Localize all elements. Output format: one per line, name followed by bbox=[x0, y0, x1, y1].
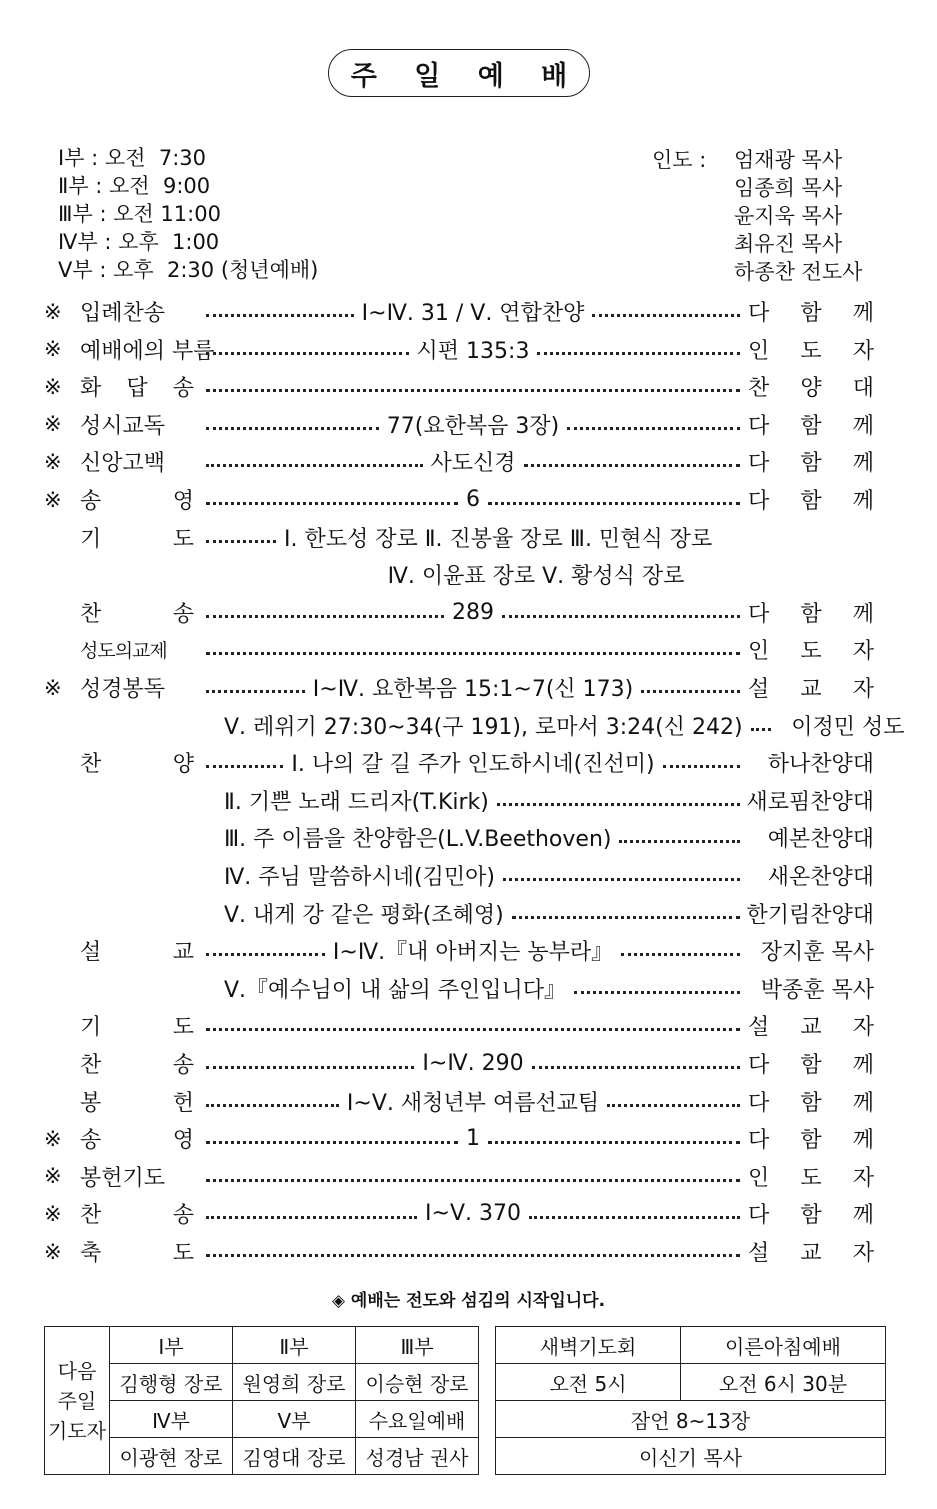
leader-dots bbox=[206, 502, 458, 505]
order-item bbox=[44, 519, 874, 556]
table-cell: 이신기 목사 bbox=[496, 1438, 886, 1475]
leader-name: 윤지욱 목사 bbox=[734, 204, 843, 228]
order-item-detail: 77(요한복음 3장) bbox=[386, 413, 560, 439]
order-item-detail: Ⅰ. 한도성 장로 Ⅱ. 진봉율 장로 Ⅲ. 민현식 장로 bbox=[284, 526, 713, 552]
leader-dots bbox=[206, 1104, 339, 1107]
leader-dots bbox=[206, 1254, 740, 1257]
order-item-name: 송 영 bbox=[80, 489, 194, 514]
schedule-row: Ⅱ부 : 오전 9:00 bbox=[58, 174, 211, 198]
order-item-leader: 인 도 자 bbox=[748, 338, 874, 364]
leader-dots bbox=[502, 615, 740, 618]
leader-dots bbox=[206, 765, 283, 768]
leader-dots bbox=[206, 314, 354, 317]
order-item bbox=[44, 1120, 874, 1157]
leaders-list bbox=[652, 146, 862, 286]
order-item-detail: Ⅰ. 나의 갈 길 주가 인도하시네(진선미) bbox=[291, 752, 655, 778]
order-item-name: 찬 양 bbox=[80, 752, 194, 778]
order-item bbox=[44, 443, 874, 480]
table-header: 새벽기도회 bbox=[496, 1327, 681, 1364]
order-item-name: 기 도 bbox=[80, 526, 194, 552]
leader-dots bbox=[488, 1141, 740, 1144]
table-header: Ⅲ부 bbox=[356, 1327, 479, 1364]
leader-dots bbox=[503, 878, 740, 881]
order-item bbox=[44, 1007, 874, 1044]
order-item-leader: 다 함 께 bbox=[748, 451, 874, 477]
order-item-name: 기 도 bbox=[80, 1015, 194, 1041]
order-item-name: 찬 송 bbox=[80, 601, 194, 627]
table-cell: 잠언 8~13장 bbox=[496, 1401, 886, 1438]
order-item-detail: 1 bbox=[466, 1126, 480, 1152]
table-cell: 성경남 권사 bbox=[356, 1438, 479, 1475]
order-item-detail: 사도신경 bbox=[430, 451, 516, 477]
service-schedule bbox=[58, 144, 318, 284]
order-item-name: 신앙고백 bbox=[80, 451, 166, 477]
order-item-leader: 인 도 자 bbox=[748, 639, 874, 665]
table-cell: 김영대 장로 bbox=[233, 1438, 356, 1475]
order-item bbox=[44, 669, 874, 706]
schedule-row: Ⅲ부 : 오전 11:00 bbox=[58, 202, 221, 226]
order-item-name: 입례찬송 bbox=[80, 301, 166, 326]
order-item-detail: 289 bbox=[452, 599, 494, 625]
table-cell: 오전 6시 30분 bbox=[681, 1364, 886, 1401]
next-prayers-label: 다음 주일 기도자 bbox=[45, 1327, 110, 1475]
order-item bbox=[44, 293, 874, 330]
leader-dots bbox=[751, 728, 771, 731]
order-item bbox=[44, 594, 874, 631]
leader-name: 최유진 목사 bbox=[734, 232, 843, 256]
order-item bbox=[44, 895, 874, 932]
order-item-detail: 6 bbox=[466, 487, 480, 512]
order-item-detail: Ⅴ.『예수님이 내 삶의 주인입니다』 bbox=[224, 977, 567, 1003]
table-cell: 김행형 장로 bbox=[110, 1364, 233, 1401]
order-item bbox=[44, 1045, 874, 1082]
order-item bbox=[44, 932, 874, 969]
leader-dots bbox=[206, 690, 305, 693]
leader-dots bbox=[206, 464, 423, 467]
order-item-name: 예배에의 부름 bbox=[80, 338, 215, 364]
standing-mark: ※ bbox=[44, 1239, 62, 1264]
table-header: Ⅱ부 bbox=[233, 1327, 356, 1364]
table-header: Ⅰ부 bbox=[110, 1327, 233, 1364]
standing-mark: ※ bbox=[44, 1164, 62, 1189]
table-cell: 이광현 장로 bbox=[110, 1438, 233, 1475]
schedule-row: Ⅰ부 : 오전 7:30 bbox=[58, 146, 206, 170]
order-item-leader: 설 교 자 bbox=[748, 677, 874, 702]
leader-dots bbox=[488, 502, 740, 505]
table-header: Ⅳ부 bbox=[110, 1401, 233, 1438]
leader-dots bbox=[206, 352, 409, 355]
order-item-detail: Ⅰ~Ⅴ. 새청년부 여름선교팀 bbox=[346, 1090, 600, 1116]
order-item-name: 축 도 bbox=[80, 1241, 194, 1266]
order-item-name: 봉 헌 bbox=[80, 1090, 194, 1116]
order-item-detail: Ⅳ. 주님 말씀하시네(김민아) bbox=[224, 865, 495, 890]
order-item-leader: 이정민 성도 bbox=[791, 714, 905, 740]
leader-dots bbox=[497, 803, 740, 806]
order-item bbox=[44, 331, 874, 368]
leader-dots bbox=[206, 1216, 417, 1219]
standing-mark: ※ bbox=[44, 337, 62, 362]
standing-mark: ※ bbox=[44, 487, 62, 512]
leader-name: 하종찬 전도사 bbox=[734, 260, 863, 284]
leader-dots bbox=[663, 765, 740, 768]
order-item-detail: Ⅱ. 기쁜 노래 드리자(T.Kirk) bbox=[224, 789, 489, 815]
order-item bbox=[44, 819, 874, 856]
order-item-detail: Ⅲ. 주 이름을 찬양함은(L.V.Beethoven) bbox=[224, 827, 612, 853]
leader-dots bbox=[592, 314, 740, 317]
leader-dots bbox=[641, 690, 740, 693]
order-item-name: 설 교 bbox=[80, 940, 194, 966]
standing-mark: ※ bbox=[44, 299, 62, 324]
order-item-leader: 다 함 께 bbox=[748, 1090, 874, 1116]
order-item bbox=[44, 1158, 874, 1195]
leader-dots bbox=[532, 1066, 740, 1069]
leader-dots bbox=[621, 953, 740, 956]
leader-dots bbox=[206, 1141, 458, 1144]
order-item-name: 찬 송 bbox=[80, 1203, 194, 1229]
order-item bbox=[44, 1195, 874, 1232]
leader-dots bbox=[206, 652, 740, 655]
leader-dots bbox=[512, 916, 740, 919]
order-item-leader: 설 교 자 bbox=[748, 1015, 874, 1041]
leaders-label: 인도 : bbox=[652, 148, 707, 172]
order-item-name: 찬 송 bbox=[80, 1053, 194, 1078]
order-item-leader: 다 함 께 bbox=[748, 413, 874, 439]
leader-dots bbox=[567, 427, 740, 430]
order-item-leader: 예본찬양대 bbox=[767, 827, 874, 853]
order-item bbox=[44, 782, 874, 819]
order-item-leader: 하나찬양대 bbox=[767, 752, 874, 778]
order-item-leader: 새로핌찬양대 bbox=[746, 789, 874, 815]
order-item-leader: 다 함 께 bbox=[748, 1053, 874, 1078]
page-title: 주 일 예 배 bbox=[328, 49, 590, 97]
footer-note: ◈ 예배는 전도와 섬김의 시작입니다. bbox=[331, 1291, 606, 1311]
order-item-name: 봉헌기도 bbox=[80, 1165, 166, 1191]
order-item-leader: 다 함 께 bbox=[748, 601, 874, 627]
order-item-detail: Ⅰ~Ⅳ. 요한복음 15:1~7(신 173) bbox=[312, 677, 634, 702]
next-prayers-table bbox=[44, 1326, 479, 1475]
order-item bbox=[44, 631, 874, 668]
order-item bbox=[44, 368, 874, 405]
leader-dots bbox=[206, 1179, 740, 1182]
order-item-detail: Ⅴ. 내게 강 같은 평화(조혜영) bbox=[224, 902, 504, 928]
leader-dots bbox=[529, 1216, 740, 1219]
order-item-name: 송 영 bbox=[80, 1128, 194, 1154]
order-item-leader: 다 함 께 bbox=[748, 301, 874, 326]
order-item-detail: Ⅰ~Ⅳ. 31 / Ⅴ. 연합찬양 bbox=[361, 301, 585, 326]
order-item-detail: Ⅴ. 레위기 27:30~34(구 191), 로마서 3:24(신 242) bbox=[224, 714, 743, 740]
order-item-leader: 장지훈 목사 bbox=[760, 940, 875, 966]
order-item bbox=[44, 857, 874, 894]
table-header: 수요일예배 bbox=[356, 1401, 479, 1438]
order-item-leader: 설 교 자 bbox=[748, 1241, 874, 1266]
order-item-name: 성시교독 bbox=[80, 413, 166, 439]
table-header: 이른아침예배 bbox=[681, 1327, 886, 1364]
order-item-leader: 인 도 자 bbox=[748, 1165, 874, 1191]
leader-dots bbox=[206, 1028, 740, 1031]
leader-dots bbox=[206, 427, 379, 430]
order-item bbox=[44, 1233, 874, 1270]
table-cell: 이승현 장로 bbox=[356, 1364, 479, 1401]
leader-dots bbox=[607, 1104, 740, 1107]
order-item-name: 성경봉독 bbox=[80, 677, 166, 702]
leader-dots bbox=[537, 352, 740, 355]
order-item-detail: Ⅰ~Ⅴ. 370 bbox=[425, 1201, 521, 1227]
order-item-detail: Ⅰ~Ⅳ.『내 아버지는 농부라』 bbox=[332, 940, 614, 966]
standing-mark: ※ bbox=[44, 449, 62, 474]
leader-dots bbox=[206, 1066, 414, 1069]
order-item bbox=[44, 406, 874, 443]
leader-dots bbox=[524, 464, 741, 467]
order-item bbox=[44, 556, 874, 593]
order-item-leader: 다 함 께 bbox=[748, 1203, 874, 1229]
order-item-detail: Ⅳ. 이윤표 장로 Ⅴ. 황성식 장로 bbox=[387, 564, 685, 590]
table-header: Ⅴ부 bbox=[233, 1401, 356, 1438]
standing-mark: ※ bbox=[44, 1126, 62, 1151]
leader-dots bbox=[206, 953, 325, 956]
leader-dots bbox=[619, 840, 740, 843]
order-item-name: 화 답 송 bbox=[80, 376, 194, 402]
order-item-detail: 시편 135:3 bbox=[416, 338, 530, 364]
leader-name: 엄재광 목사 bbox=[734, 148, 843, 172]
standing-mark: ※ bbox=[44, 675, 62, 700]
leader-name: 임종희 목사 bbox=[734, 176, 843, 200]
order-item-detail: Ⅰ~Ⅳ. 290 bbox=[422, 1051, 524, 1076]
leader-dots bbox=[206, 615, 444, 618]
order-item bbox=[44, 1083, 874, 1120]
order-item-leader: 다 함 께 bbox=[748, 1128, 874, 1154]
leader-dots bbox=[574, 991, 740, 994]
table-cell: 원영희 장로 bbox=[233, 1364, 356, 1401]
table-cell: 오전 5시 bbox=[496, 1364, 681, 1401]
standing-mark: ※ bbox=[44, 412, 62, 437]
other-services-table bbox=[495, 1326, 886, 1475]
standing-mark: ※ bbox=[44, 374, 62, 399]
leader-dots bbox=[206, 389, 740, 392]
order-item bbox=[44, 970, 874, 1007]
standing-mark: ※ bbox=[44, 1201, 62, 1226]
order-item-leader: 박종훈 목사 bbox=[760, 977, 874, 1003]
order-item bbox=[44, 707, 905, 744]
order-item bbox=[44, 481, 874, 518]
order-item bbox=[44, 744, 874, 781]
leader-dots bbox=[206, 540, 276, 543]
order-item-leader: 한기림찬양대 bbox=[746, 902, 874, 928]
order-item-leader: 다 함 께 bbox=[748, 489, 874, 514]
order-item-name: 성도의교제 bbox=[80, 640, 167, 663]
order-item-leader: 새온찬양대 bbox=[767, 865, 874, 890]
schedule-row: Ⅳ부 : 오후 1:00 bbox=[58, 230, 220, 254]
schedule-row: Ⅴ부 : 오후 2:30 (청년예배) bbox=[58, 258, 319, 282]
order-item-leader: 찬 양 대 bbox=[748, 376, 874, 402]
